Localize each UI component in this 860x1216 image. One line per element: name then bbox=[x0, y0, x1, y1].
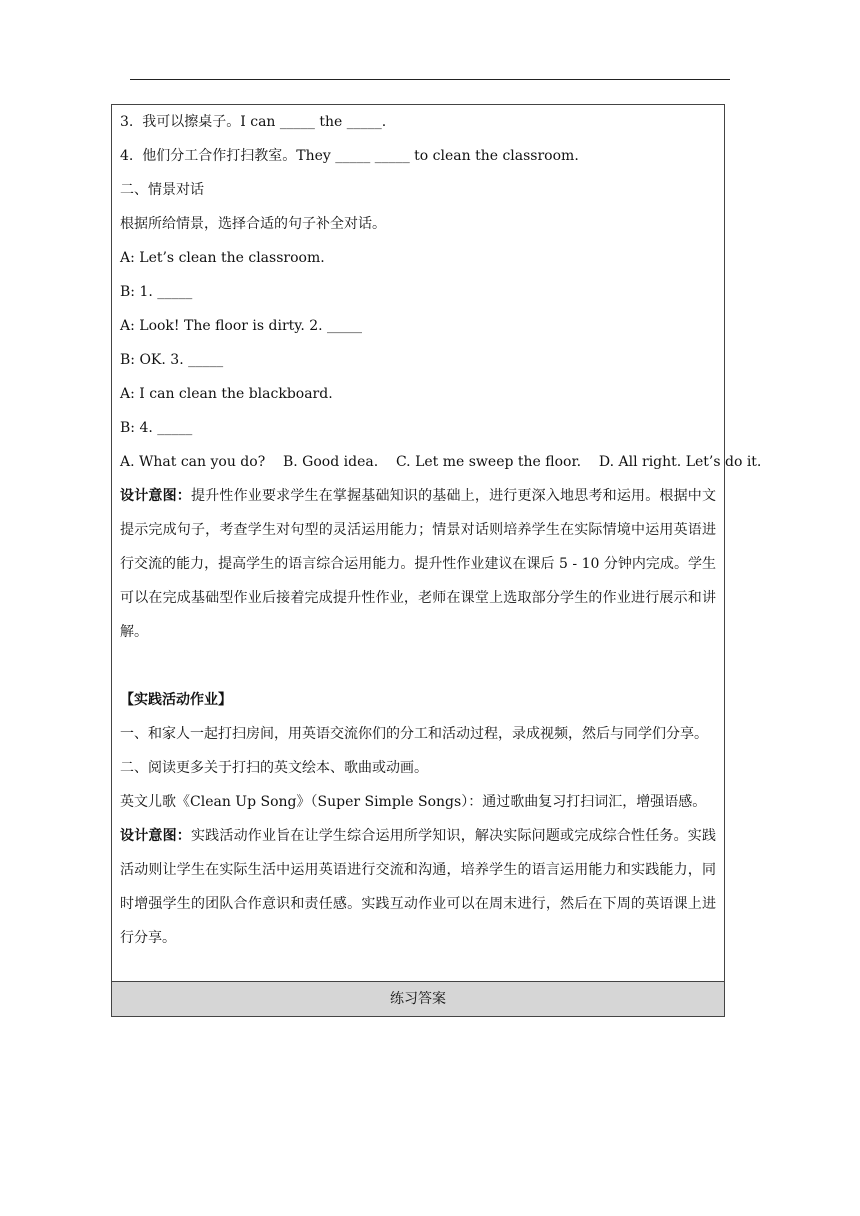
dialogue-line-2: B: 1. _____ bbox=[120, 284, 193, 300]
dialogue-instruction: 根据所给情景，选择合适的句子补全对话。 bbox=[120, 216, 386, 232]
question-3: 3. 我可以擦桌子。I can _____ the _____. bbox=[120, 114, 387, 130]
design-intent-text: 提升性作业要求学生在掌握基础知识的基础上，进行更深入地思考和运用。根据中文提示完成句子，考查学生对句型的灵活运用能力；情景对话则培养学生在实际情境中运用英语进行交流的能力，提高学生的语言综合运用能力。提升性作业建议在课后 5 - 10 分钟内完成。学生可以在完成基础型作业后接着完成提升性作业，老师在课堂上选取部分学生的作业进行展示和讲解。 bbox=[120, 488, 717, 640]
dialogue-options: A. What can you do? B. Good idea. C. Let me sweep the floor. D. All right. Let’s do it. bbox=[120, 454, 762, 470]
practice-item-1: 一、和家人一起打扫房间，用英语交流你们的分工和活动过程，录成视频，然后与同学们分享。 bbox=[120, 726, 708, 742]
question-4: 4. 他们分工合作打扫教室。They _____ _____ to clean the classroom. bbox=[120, 148, 579, 164]
answer-header-bar bbox=[112, 981, 724, 1016]
section-heading-dialogue: 二、情景对话 bbox=[120, 182, 204, 198]
blank-spacer bbox=[120, 649, 716, 683]
design-intent-text: 实践活动作业旨在让学生综合运用所学知识，解决实际问题或完成综合性任务。实践活动则让学生在实际生活中运用英语进行交流和沟通，培养学生的语言运用能力和实践能力，同时增强学生的团队合作意识和责任感。实践互动作业可以在周末进行，然后在下周的英语课上进行分享。 bbox=[120, 828, 717, 946]
header-rule bbox=[130, 79, 730, 80]
song-recommendation: 英文儿歌《Clean Up Song》（Super Simple Songs）：通过歌曲复习打扫词汇，增强语感。 bbox=[120, 794, 707, 810]
assignment-content bbox=[120, 105, 762, 955]
practice-section-title: 【实践活动作业】 bbox=[120, 692, 232, 708]
dialogue-line-5: A: I can clean the blackboard. bbox=[120, 386, 333, 402]
dialogue-line-6: B: 4. _____ bbox=[120, 420, 193, 436]
assignment-table bbox=[111, 104, 762, 1017]
dialogue-line-3: A: Look! The floor is dirty. 2. _____ bbox=[120, 318, 363, 334]
design-intent-label: 设计意图： bbox=[120, 488, 191, 504]
dialogue-line-4: B: OK. 3. _____ bbox=[120, 352, 224, 368]
design-intent-2 bbox=[120, 819, 716, 955]
design-intent-1 bbox=[120, 479, 716, 649]
practice-item-2: 二、阅读更多关于打扫的英文绘本、歌曲或动画。 bbox=[120, 760, 428, 776]
answer-label: 练习答案 bbox=[390, 991, 446, 1007]
design-intent-label: 设计意图： bbox=[120, 828, 191, 844]
dialogue-line-1: A: Let’s clean the classroom. bbox=[120, 250, 325, 266]
